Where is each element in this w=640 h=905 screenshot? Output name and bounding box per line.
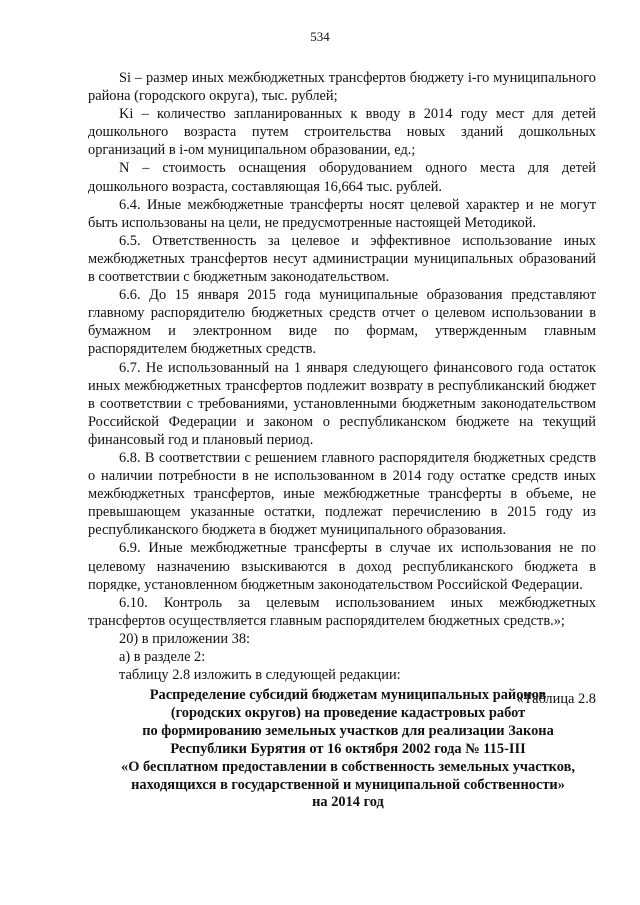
page-number: 534 bbox=[310, 29, 330, 44]
paragraph-item-20: 20) в приложении 38: bbox=[119, 630, 251, 647]
paragraph-table-edit: таблицу 2.8 изложить в следующей редакции: bbox=[119, 667, 401, 684]
table-title-line: (городских округов) на проведение кадастровых работ bbox=[170, 704, 526, 721]
table-title-line: по формированию земельных участков для реализации Закона bbox=[142, 722, 554, 739]
table-title-line: находящихся в государственной и муниципальной собственности» bbox=[131, 776, 565, 793]
table-title-line: «О бесплатном предоставлении в собственность земельных участков, bbox=[121, 758, 575, 775]
paragraph-item-a: а) в разделе 2: bbox=[119, 649, 206, 665]
paragraph-6-6: 6.6. До 15 января 2015 года муниципальные образования представляют главному распорядителю бюджетных средств отчет о целевом использовании в бумажном и электронном виде по формам, утвержденным главным распорядителем бюджетных средств. bbox=[88, 287, 596, 358]
paragraph-6-8: 6.8. В соответствии с решением главного распорядителя бюджетных средств о наличии потребности в не использованном в 2014 году остатке средств иных межбюджетных трансфертов, иные межбюджетные трансферты в объеме, не превышающем указанные остатки, подлежат перечислению в 2015 году из республиканского бюджета в бюджет муниципального образования. bbox=[88, 449, 596, 539]
paragraph-6-10: 6.10. Контроль за целевым использованием иных межбюджетных трансфертов осуществляется главным распорядителем бюджетных средств.»; bbox=[88, 594, 596, 629]
paragraph-6-9: 6.9. Иные межбюджетные трансферты в случае их использования не по целевому назначению взыскиваются в доход республиканского бюджета в порядке, установленном бюджетным законодательством Российской Федерации. bbox=[88, 540, 596, 593]
table-title-line: Республики Бурятия от 16 октября 2002 года № 115-III bbox=[170, 740, 526, 757]
paragraph-ki-definition: Ki – количество запланированных к вводу в 2014 году мест для детей дошкольного возраста путем строительства новых зданий дошкольных организаций в i-ом муниципальном образовании, ед.; bbox=[88, 106, 596, 159]
table-title-line: на 2014 год bbox=[312, 794, 384, 811]
table-reference: «Таблица 2.8 bbox=[516, 691, 596, 708]
paragraph-si-definition: Si – размер иных межбюджетных трансфертов бюджету i-го муниципального района (городского округа), тыс. рублей; bbox=[88, 70, 596, 105]
paragraph-6-5: 6.5. Ответственность за целевое и эффективное использование иных межбюджетных трансфертов несут администрации муниципальных образований в соответствии с бюджетным законодательством. bbox=[88, 232, 596, 286]
table-title-line: Распределение субсидий бюджетам муниципальных районов bbox=[149, 687, 547, 703]
paragraph-6-4: 6.4. Иные межбюджетные трансферты носят целевой характер и не могут быть использованы на цели, не предусмотренные настоящей Методикой. bbox=[88, 196, 596, 231]
table-title bbox=[98, 687, 598, 812]
document-body bbox=[88, 69, 596, 708]
paragraph-6-7: 6.7. Не использованный на 1 января следующего финансового года остаток иных межбюджетных трансфертов подлежит возврату в республиканский бюджет в соответствии с требованиями, установленными бюджетным законодательством Российской Федерации и законом о республиканском бюджете на текущий финансовый год и плановый период. bbox=[88, 359, 596, 448]
paragraph-n-definition: N – стоимость оснащения оборудованием одного места для детей дошкольного возраста, составляющая 16,664 тыс. рублей. bbox=[88, 160, 596, 195]
